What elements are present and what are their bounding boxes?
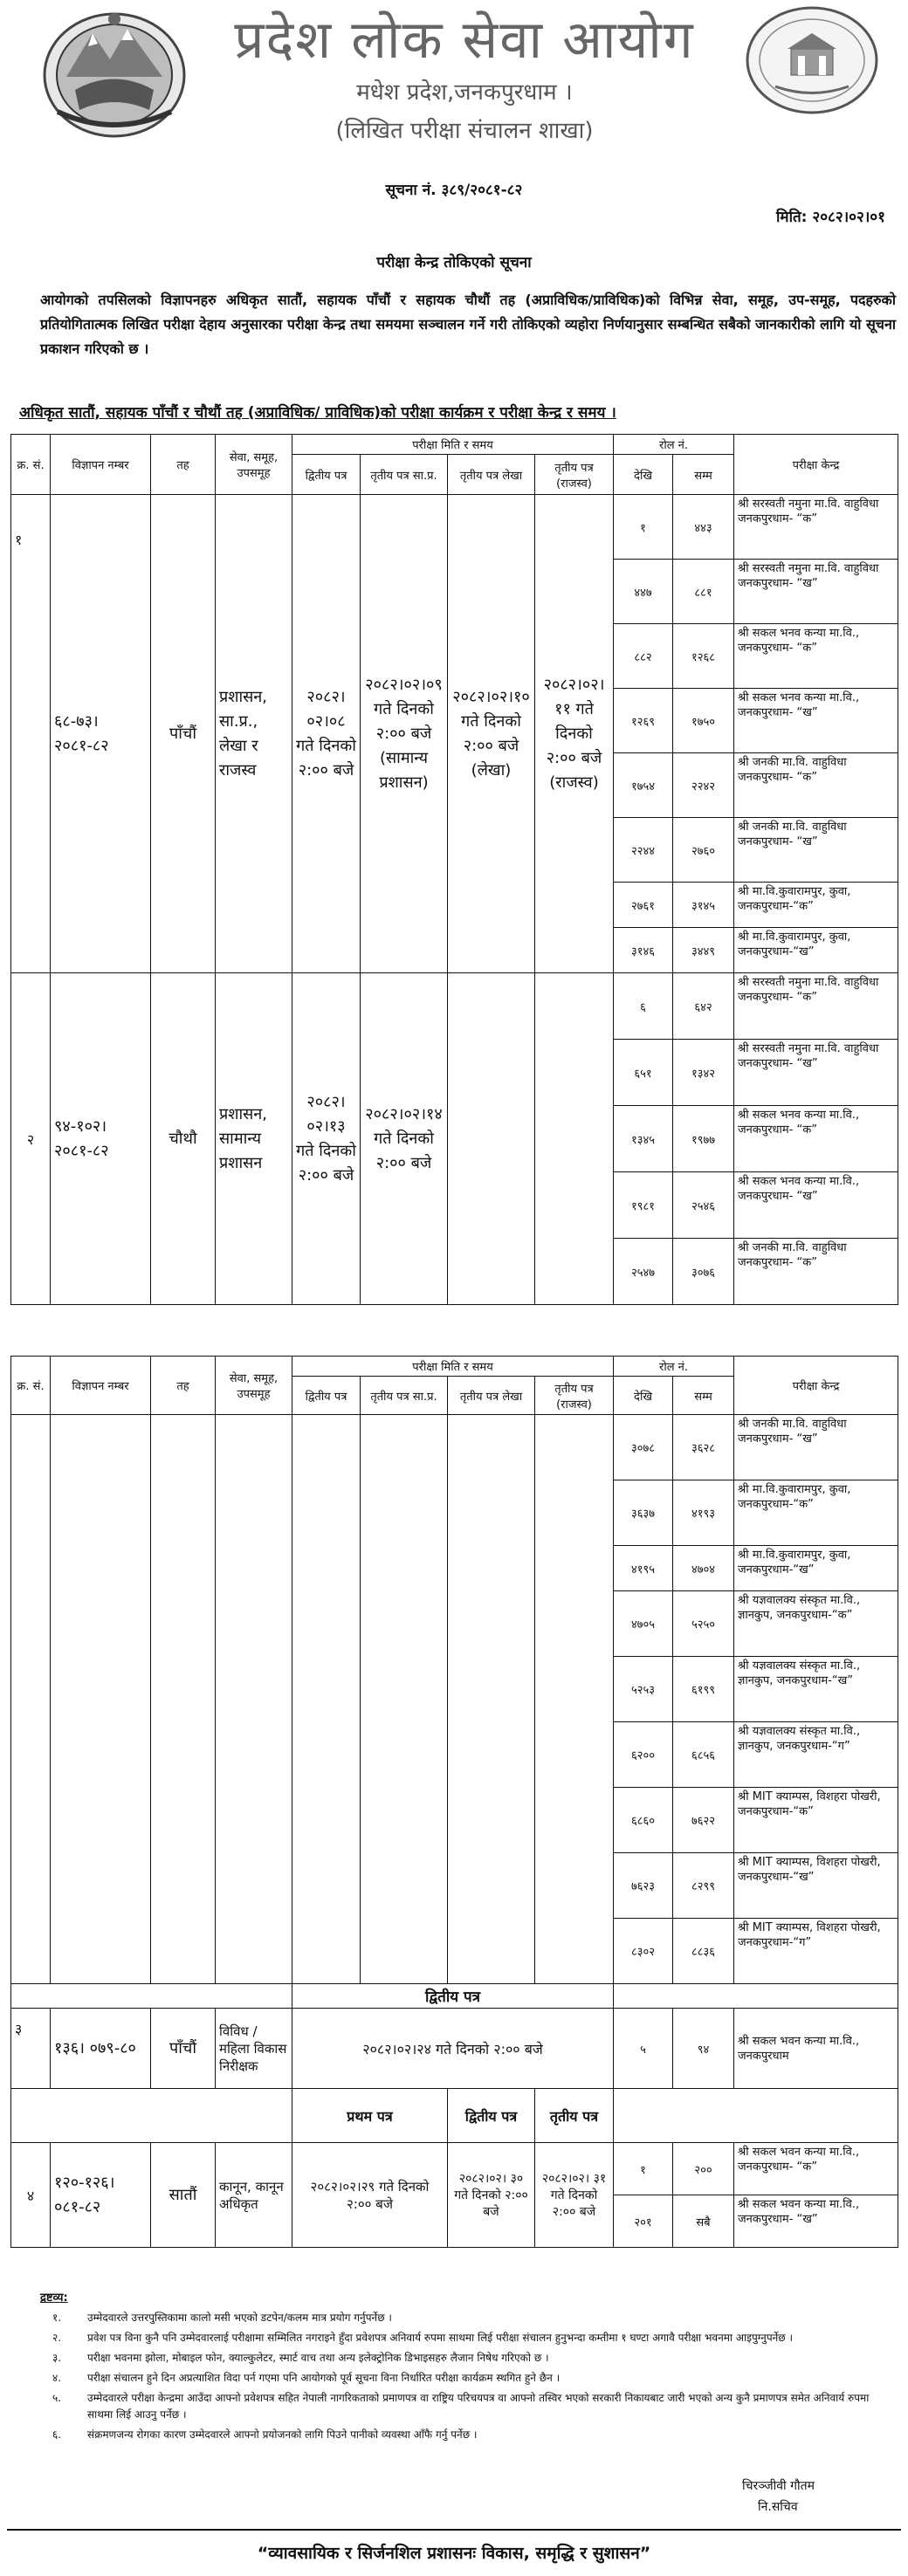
group-paper3-gen: २०८२।०२।१४ गते दिनको २:०० बजे (361, 973, 448, 1305)
roll-to: ५२५० (673, 1591, 734, 1657)
group-paper2: २०८२।०२। ३० गते दिनको २:०० बजे (448, 2143, 535, 2248)
roll-from: १७५४ (614, 753, 673, 818)
org-branch: (लिखित परीक्षा संचालन शाखा) (335, 118, 594, 144)
col-roll-to: सम्म (673, 455, 734, 495)
exam-center: श्री यज्ञवालक्य संस्कृत मा.वि., ज्ञानकुप, जनकपुरधाम-“ग” (734, 1722, 898, 1788)
roll-to: सबै (673, 2195, 734, 2248)
roll-to: ४१९३ (673, 1480, 734, 1546)
roll-from: १९८१ (614, 1172, 673, 1239)
col-exam-date-time: परीक्षा मिति र समय (292, 435, 614, 455)
exam-center: श्री सरस्वती नमुना मा.वि. वाहुविधा जनकपुरधाम- “ख” (734, 1040, 898, 1106)
exam-center: श्री मा.वि.कुवारामपुर, कुवा, जनकपुरधाम-“ख” (734, 928, 898, 973)
roll-from: ६ (614, 973, 673, 1040)
exam-center: श्री मा.वि.कुवारामपुर, कुवा, जनकपुरधाम-“क” (734, 1480, 898, 1546)
empty-cell (448, 973, 535, 1305)
roll-to: ३०७६ (673, 1239, 734, 1305)
exam-center: श्री जनकी मा.वि. वाहुविधा जनकपुरधाम- “ख” (734, 1415, 898, 1480)
col-paper3-gen: तृतीय पत्र सा.प्र. (361, 455, 448, 495)
roll-from: ४४७ (614, 560, 673, 624)
roll-to: १९७७ (673, 1106, 734, 1172)
col-roll-to: सम्म (673, 1377, 734, 1415)
note-text: प्रवेश पत्र विना कुनै पनि उम्मेदवारलाई परीक्षामा सम्मिलित नगराइने हुँदा प्रवेशपत्र अनिवार्य रुपमा साथमा लिई परीक्षा संचालन हुनुभन्दा कम्तीमा १ घण्टा अगावै परीक्षा भवनमा आइपुग्नुपर्नेछ । (87, 2332, 794, 2344)
col-paper3-rev: तृतीय पत्र (राजस्व) (535, 1377, 614, 1415)
nepal-emblem-icon (40, 7, 189, 138)
exam-center: श्री सकल भनव कन्या मा.वि., जनकपुरधाम- “क” (734, 624, 898, 689)
table-row (11, 2009, 898, 2089)
signer-title: नि.सचिव (758, 2500, 798, 2514)
note-text: परीक्षा संचालन हुने दिन अप्रत्याशित विदा पर्न गएमा पनि आयोगको पूर्व सूचना विना निर्धारित परीक्षा कार्यक्रम स्थगित हुने छैन । (87, 2372, 561, 2384)
empty-cell (11, 1415, 51, 1984)
group-service: प्रशासन, सा.प्र., लेखा र राजस्व (216, 495, 292, 973)
exam-center: श्री सरस्वती नमुना मा.वि. वाहुविधा जनकपुरधाम- “क” (734, 973, 898, 1040)
roll-from: ३०७८ (614, 1415, 673, 1480)
exam-center: श्री सकल भवन कन्या मा.वि., जनकपुरधाम- “ख” (734, 2195, 898, 2248)
roll-to: ७६२२ (673, 1788, 734, 1853)
roll-to: ९४ (673, 2009, 734, 2089)
col-sn: क्र. सं. (11, 435, 51, 495)
table-row (11, 2143, 898, 2195)
note-item (52, 2330, 891, 2346)
note-number: ३. (52, 2352, 62, 2364)
exam-center: श्री सकल भनव कन्या मा.वि., जनकपुरधाम- “ख” (734, 1172, 898, 1239)
exam-center: श्री MIT क्याम्पस, विशहरा पोखरी, जनकपुरधाम-“क” (734, 1788, 898, 1853)
col-service: सेवा, समूह, उपसमूह (216, 435, 292, 495)
notes-list (52, 2310, 891, 2447)
roll-to: ८८३६ (673, 1919, 734, 1984)
exam-center: श्री MIT क्याम्पस, विशहरा पोखरी, जनकपुरधाम-“ख” (734, 1853, 898, 1919)
exam-center: श्री मा.वि.कुवारामपुर, कुवा, जनकपुरधाम-“क” (734, 883, 898, 928)
exam-center: श्री जनकी मा.वि. वाहुविधा जनकपुरधाम- “क” (734, 1239, 898, 1305)
notice-title: परीक्षा केन्द्र तोकिएको सूचना (376, 254, 532, 271)
roll-to: ८८१ (673, 560, 734, 624)
col-adv-no: विज्ञापन नम्बर (51, 435, 151, 495)
col-roll-no: रोल नं. (614, 435, 734, 455)
table-row (11, 973, 898, 1040)
note-text: उम्मेदवारले परीक्षा केन्द्रमा आउँदा आफ्नो प्रवेशपत्र सहित नेपाली नागरिकताको प्रमाणपत्र वा राष्ट्रिय परिचयपत्र वा आफ्नो तस्विर भएको सरकारी निकायबाट जारी भएको अन्य कुनै प्रमाणपत्र समेत अनिवार्य रुपमा साथमा लिई आउनु पर्नेछ । (87, 2392, 870, 2421)
col-paper3-rev: तृतीय पत्र (राजस्व) (535, 455, 614, 495)
note-text: संक्रमणजन्य रोगका कारण उम्मेदवारले आफ्नो प्रयोजनको लागि पिउने पानीको व्यवस्था आँफै गर्नु पर्नेछ । (87, 2428, 478, 2441)
group-level: चौथौ (151, 973, 216, 1305)
roll-to: ३६२८ (673, 1415, 734, 1480)
roll-from: १२६९ (614, 689, 673, 753)
group-paper2: २०८२।०२।०८ गते दिनको २:०० बजे (292, 495, 361, 973)
note-number: २. (52, 2332, 62, 2344)
roll-from: ५२५३ (614, 1657, 673, 1722)
schedule-table-2 (10, 1356, 898, 2248)
note-number: ६. (52, 2428, 62, 2441)
note-number: ४. (52, 2372, 62, 2384)
empty-cell (151, 1415, 216, 1984)
roll-from: ६५१ (614, 1040, 673, 1106)
footer-motto: “व्यावसायिक र सिर्जनशिल प्रशासनः विकास, समृद्धि र सुशासन” (257, 2544, 651, 2563)
col-paper3-acc: तृतीय पत्र लेखा (448, 455, 535, 495)
section-title: अधिकृत सातौं, सहायक पाँचौं र चौथौं तह (अप्राविधिक/ प्राविधिक)को परीक्षा कार्यक्रम र परीक्षा केन्द्र र समय । (19, 404, 616, 422)
group-sn: ४ (11, 2143, 51, 2248)
group-paper2: २०८२।०२।१३ गते दिनको २:०० बजे (292, 973, 361, 1305)
group-service: कानून, कानून अधिकृत (216, 2143, 292, 2248)
roll-from: ८८२ (614, 624, 673, 689)
roll-from: ६२०० (614, 1722, 673, 1788)
group-sn: २ (11, 973, 51, 1305)
empty-cell (216, 1415, 292, 1984)
roll-to: २२४२ (673, 753, 734, 818)
exam-center: श्री सकल भवन कन्या मा.वि., जनकपुरधाम- “क” (734, 2143, 898, 2195)
empty-cell (614, 2089, 898, 2143)
empty-cell (535, 973, 614, 1305)
roll-from: ८३०२ (614, 1919, 673, 1984)
roll-to: ३४४९ (673, 928, 734, 973)
note-item (52, 2427, 891, 2443)
group-paper3: २०८२।०२। ३१ गते दिनको २:०० बजे (535, 2143, 614, 2248)
exam-center: श्री मा.वि.कुवारामपुर, कुवा, जनकपुरधाम-“ख” (734, 1546, 898, 1591)
note-item (52, 2350, 891, 2366)
group-adv-no: ६८-७३। २०८१-८२ (51, 495, 151, 973)
group-adv-no: १२०-१२६। ०८१-८२ (51, 2143, 151, 2248)
note-number: १. (52, 2312, 62, 2324)
group-paper3-rev: २०८२।०२।११ गते दिनको २:०० बजे (राजस्व) (535, 495, 614, 973)
col-center: परीक्षा केन्द्र (734, 435, 898, 495)
roll-to: १३४२ (673, 1040, 734, 1106)
roll-from: २५४७ (614, 1239, 673, 1305)
second-paper-label: द्वितीय पत्र (292, 1984, 614, 2009)
col-center: परीक्षा केन्द्र (734, 1357, 898, 1415)
exam-center: श्री सकल भनव कन्या मा.वि., जनकपुरधाम- “ख” (734, 689, 898, 753)
org-name: प्रदेश लोक सेवा आयोग (234, 10, 695, 71)
roll-to: १७५० (673, 689, 734, 753)
col-service: सेवा, समूह, उपसमूह (216, 1357, 292, 1415)
third-paper-label: तृतीय पत्र (535, 2089, 614, 2143)
roll-to: ३१४५ (673, 883, 734, 928)
roll-to: ६४२ (673, 973, 734, 1040)
group-paper1: २०८२।०२।२९ गते दिनको २:०० बजे (292, 2143, 448, 2248)
roll-to: २०० (673, 2143, 734, 2195)
exam-center: श्री सकल भवन कन्या मा.वि., जनकपुरधाम (734, 2009, 898, 2089)
roll-to: २७६० (673, 818, 734, 883)
col-exam-date-time: परीक्षा मिति र समय (292, 1357, 614, 1377)
col-level: तह (151, 435, 216, 495)
col-roll-from: देखि (614, 455, 673, 495)
roll-to: ८२९९ (673, 1853, 734, 1919)
table-row (11, 2089, 898, 2143)
roll-to: ६१९९ (673, 1657, 734, 1722)
exam-center: श्री यज्ञवालक्य संस्कृत मा.वि., ज्ञानकुप, जनकपुरधाम-“क” (734, 1591, 898, 1657)
first-paper-label: प्रथम पत्र (292, 2089, 448, 2143)
group-sn: ३ (11, 2009, 51, 2089)
exam-center: श्री यज्ञवालक्य संस्कृत मा.वि., ज्ञानकुप, जनकपुरधाम-“ख” (734, 1657, 898, 1722)
table-row (11, 1415, 898, 1480)
letterhead (0, 0, 908, 166)
roll-from: २२४४ (614, 818, 673, 883)
col-level: तह (151, 1357, 216, 1415)
table-row (11, 1984, 898, 2009)
roll-from: १ (614, 2143, 673, 2195)
group-adv-no: १३६। ०७९-८० (51, 2009, 151, 2089)
empty-cell (535, 1415, 614, 1984)
roll-to: ४७०४ (673, 1546, 734, 1591)
note-item (52, 2390, 891, 2423)
col-sn: क्र. सं. (11, 1357, 51, 1415)
group-level: पाँचौं (151, 2009, 216, 2089)
roll-to: ६८५६ (673, 1722, 734, 1788)
notice-number: सूचना नं. ३८९/२०८१-८२ (385, 182, 523, 199)
roll-from: २७६१ (614, 883, 673, 928)
notes-heading: द्रष्टव्य: (40, 2291, 68, 2305)
note-text: उम्मेदवारले उत्तरपुस्तिकामा कालो मसी भएको डटपेन/कलम मात्र प्रयोग गर्नुपर्नेछ । (87, 2312, 392, 2324)
table-row (11, 495, 898, 560)
col-paper3-gen: तृतीय पत्र सा.प्र. (361, 1377, 448, 1415)
second-paper-col-label: द्वितीय पत्र (448, 2089, 535, 2143)
group-exam-time: २०८२।०२।२४ गते दिनको २:०० बजे (292, 2009, 614, 2089)
group-service: प्रशासन, सामान्य प्रशासन (216, 973, 292, 1305)
roll-from: १३४५ (614, 1106, 673, 1172)
roll-from: ३६३७ (614, 1480, 673, 1546)
roll-from: २०१ (614, 2195, 673, 2248)
col-adv-no: विज्ञापन नम्बर (51, 1357, 151, 1415)
commission-logo (740, 3, 884, 117)
empty-cell (292, 1415, 361, 1984)
group-paper3-gen: २०८२।०२।०९ गते दिनको २:०० बजे (सामान्य प्रशासन) (361, 495, 448, 973)
empty-cell (448, 1415, 535, 1984)
roll-from: ३१४६ (614, 928, 673, 973)
group-adv-no: ९४-१०२। २०८१-८२ (51, 973, 151, 1305)
empty-cell (51, 1415, 151, 1984)
note-text: परीक्षा भवनमा झोला, मोबाइल फोन, क्याल्कुलेटर, स्मार्ट वाच तथा अन्य इलेक्ट्रोनिक डिभाइसहरु लैजान निषेध गरिएको छ । (87, 2352, 549, 2364)
note-item (52, 2310, 891, 2326)
group-level: सातौं (151, 2143, 216, 2248)
col-roll-from: देखि (614, 1377, 673, 1415)
exam-center: श्री सरस्वती नमुना मा.वि. वाहुविधा जनकपुरधाम- “क” (734, 495, 898, 560)
group-sn: १ (11, 495, 51, 973)
group-service: विविध / महिला विकास निरीक्षक (216, 2009, 292, 2089)
roll-from: ६८६० (614, 1788, 673, 1853)
empty-cell (11, 1984, 292, 2009)
exam-center: श्री सकल भनव कन्या मा.वि., जनकपुरधाम- “क” (734, 1106, 898, 1172)
exam-center: श्री जनकी मा.वि. वाहुविधा जनकपुरधाम- “ख” (734, 818, 898, 883)
col-roll-no: रोल नं. (614, 1357, 734, 1377)
col-paper3-acc: तृतीय पत्र लेखा (448, 1377, 535, 1415)
empty-cell (614, 1984, 898, 2009)
group-level: पाँचौं (151, 495, 216, 973)
roll-from: ४१९५ (614, 1546, 673, 1591)
signer-name: चिरञ्जीवी गौतम (742, 2479, 815, 2493)
roll-to: १२६८ (673, 624, 734, 689)
roll-to: २५४६ (673, 1172, 734, 1239)
org-location: मधेश प्रदेश,जनकपुरधाम । (356, 79, 573, 106)
roll-from: १ (614, 495, 673, 560)
empty-cell (11, 2089, 292, 2143)
exam-center: श्री जनकी मा.वि. वाहुविधा जनकपुरधाम- “क” (734, 753, 898, 818)
empty-cell (361, 1415, 448, 1984)
note-number: ५. (52, 2392, 62, 2404)
group-paper3-acc: २०८२।०२।१० गते दिनको २:०० बजे (लेखा) (448, 495, 535, 973)
exam-center: श्री MIT क्याम्पस, विशहरा पोखरी, जनकपुरधाम-“ग” (734, 1919, 898, 1984)
notice-date: मिति: २०८२।०२।०१ (776, 209, 885, 226)
exam-center: श्री सरस्वती नमुना मा.वि. वाहुविधा जनकपुरधाम- “ख” (734, 560, 898, 624)
col-paper2: द्वितीय पत्र (292, 1377, 361, 1415)
schedule-table-1 (10, 434, 898, 1305)
col-paper2: द्वितीय पत्र (292, 455, 361, 495)
roll-from: ५ (614, 2009, 673, 2089)
roll-from: ४७०५ (614, 1591, 673, 1657)
note-item (52, 2370, 891, 2387)
footer-divider (7, 2529, 901, 2531)
notice-body: आयोगको तपसिलको विज्ञापनहरु अधिकृत सातौं, सहायक पाँचौं र सहायक चौथौं तह (अप्राविधिक/प्राविधिक)को विभिन्न सेवा, समूह, उप-समूह, पदहरुको प्रतियोगितात्मक लिखित परीक्षा देहाय अनुसारका परीक्षा केन्द्र तथा समयमा सञ्चालन गर्ने गरी तोकिएको व्यहोरा निर्णयानुसार सम्बन्धित सबैको जानकारीको लागि यो सूचना प्रकाशन गरिएको छ । (40, 292, 896, 357)
roll-from: ७६२३ (614, 1853, 673, 1919)
roll-to: ४४३ (673, 495, 734, 560)
